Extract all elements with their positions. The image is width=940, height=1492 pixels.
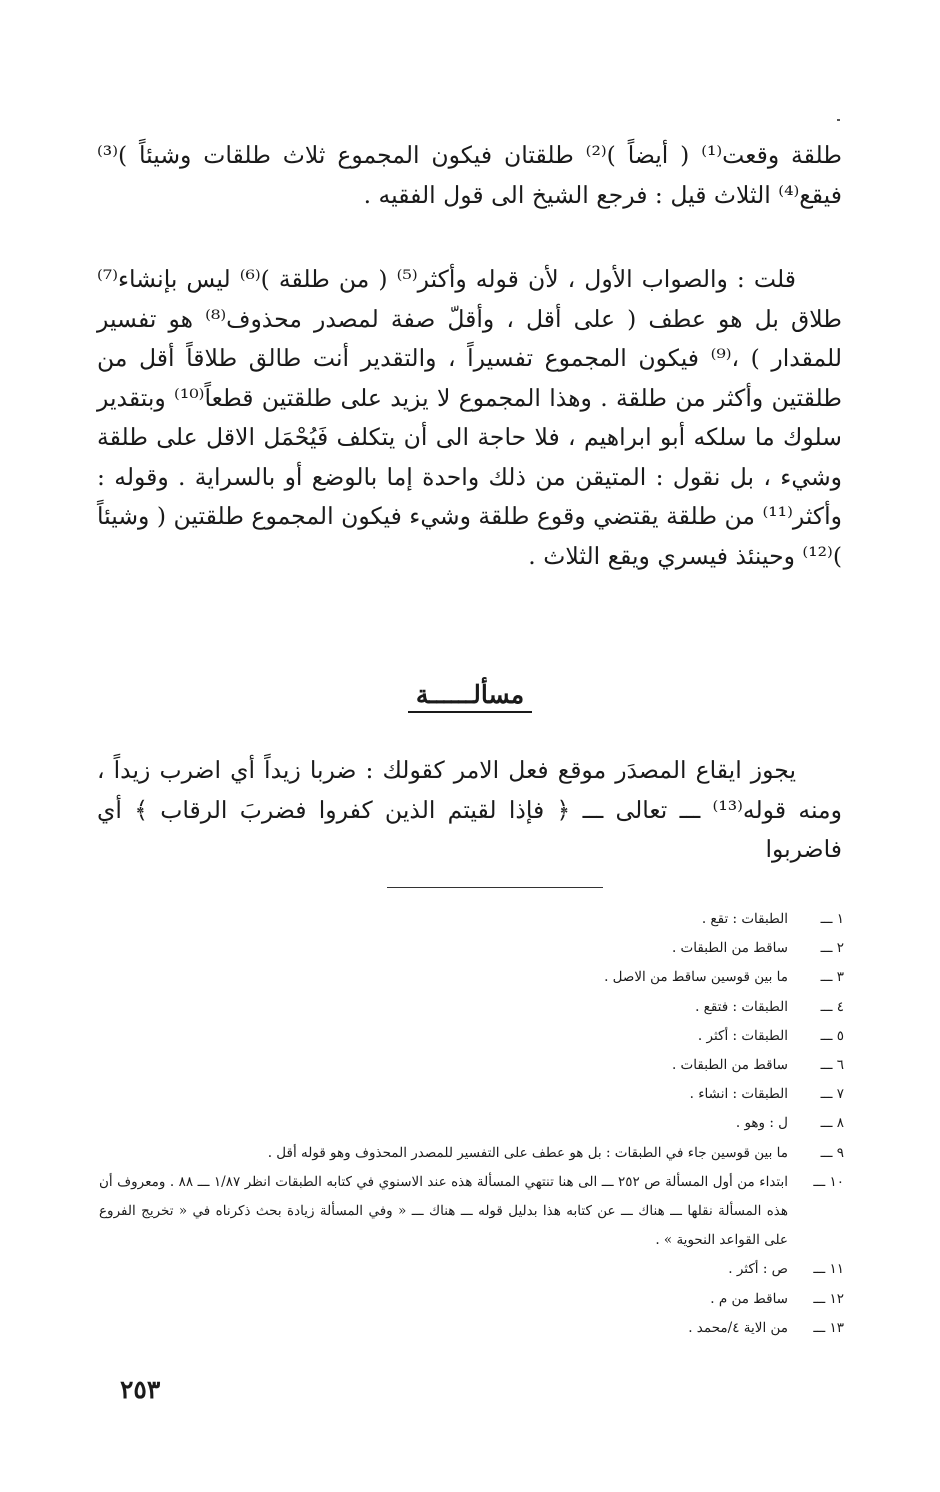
footnote-number: ٥ ـــ [820,1027,844,1044]
footnote-number: ٩ ـــ [820,1144,844,1161]
footnote-12 [99,1285,844,1314]
footnote-text: ساقط من الطبقات . [671,940,788,957]
footnote-2 [99,934,844,963]
footnote-1 [99,905,844,934]
footnote-separator [387,887,603,888]
footnote-number: ٨ ـــ [820,1115,844,1132]
footnote-6 [99,1051,844,1080]
footnote-number: ١١ ـــ [813,1261,844,1278]
paragraph-1: طلقة وقعت⁽¹⁾ ( أيضاً )⁽²⁾ طلقتان فيكون المجموع ثلاث طلقات وشيئاً )⁽³⁾ فيقع⁽⁴⁾ الثلاث قيل : فرجع الشيخ الى قول الفقيه . [97,141,843,209]
footnote-text: الطبقات : انشاء . [689,1086,788,1103]
footnote-text: من الاية ٤/محمد . [688,1319,788,1336]
paragraph-qult [97,260,842,576]
footnote-text: الطبقات : أكثر . [697,1027,788,1044]
footnote-13 [99,1314,844,1343]
footnote-number: ٦ ـــ [820,1057,844,1074]
footnote-number: ٢ ـــ [820,940,844,957]
footnote-number: ٣ ـــ [820,969,844,986]
footnote-11 [99,1255,844,1284]
footnote-number: ١٢ ـــ [813,1290,844,1307]
section-heading-text: مسألــــــة [408,680,532,713]
paragraph-3: يجوز ايقاع المصدَر موقع فعل الامر كقولك : ضربا زيداً أي اضرب زيداً ، ومنه قوله⁽¹³⁾ ـــ تعالى ـــ ﴿ فإذا لقيتم الذين كفروا فضربَ الرقاب ﴾ أي فاضربوا [97,756,842,863]
paragraph-continuation [97,136,842,215]
paragraph-2: قلت : والصواب الأول ، لأن قوله وأكثر⁽⁵⁾ ( من طلقة )⁽⁶⁾ ليس بإنشاء⁽⁷⁾ طلاق بل هو عطف ( على أقل ، وأقلّ صفة لمصدر محذوف⁽⁸⁾ هو تفسير للمقدار ) ،⁽⁹⁾ فيكون المجموع تفسيراً ، والتقدير أنت طالق طلاقاً أقل من طلقتين وأكثر من طلقة . وهذا المجموع لا يزيد على طلقتين قطعاً⁽¹⁰⁾ وبتقدير سلوك ما سلكه أبو ابراهيم ، فلا حاجة الى أن يتكلف فَيُحْمَل الاقل على طلقة وشيء ، بل نقول : المتيقن من ذلك واحدة إما بالوضع أو بالسراية . وقوله : وأكثر⁽¹¹⁾ من طلقة يقتضي وقوع طلقة وشيء فيكون المجموع طلقتين ( وشيئاً )⁽¹²⁾ وحينئذ فيسري ويقع الثلاث . [97,265,842,570]
footnote-text: ل : وهو . [735,1115,788,1132]
page-number: ٢٥٣ [120,1375,161,1404]
footnote-text: ساقط من الطبقات . [671,1057,788,1074]
footnote-text: ص : أكثر . [728,1261,788,1278]
footnote-number: ٤ ـــ [820,998,844,1015]
footnote-text: ما بين قوسين ساقط من الاصل . [604,969,788,986]
footnote-9 [99,1139,844,1168]
footnote-number: ٧ ـــ [820,1086,844,1103]
footnote-text: ابتداء من أول المسألة ص ٢٥٢ ـــ الى هنا تنتهي المسألة هذه عند الاسنوي في كتابه الطبقات انظر ١/٨٧ ـــ ٨٨ . ومعروف أن هذه المسألة نقلها ـــ هناك ـــ عن كتابه هذا بدليل قوله ـــ هناك ـــ « وفي المسألة زيادة بحث ذكرناه في « تخريج الفروع على القواعد النحوية » . [99,1173,789,1249]
footnote-text: ما بين قوسين جاء في الطبقات : بل هو عطف على التفسير للمصدر المحذوف وهو قوله أقل . [267,1144,788,1161]
footnote-4 [99,993,844,1022]
footnote-10 [99,1168,844,1256]
footnote-7 [99,1080,844,1109]
footnote-text: الطبقات : تقع . [701,911,788,927]
footnote-5 [99,1022,844,1051]
footnote-text: ساقط من م . [710,1290,788,1307]
footnote-8 [99,1109,844,1138]
footnote-text: الطبقات : فتقع . [695,998,788,1015]
footnote-number: ١٣ ـــ [813,1319,844,1336]
footnote-number: ١٠ ـــ [813,1173,844,1190]
paragraph-masala [97,751,842,870]
footnotes [99,905,844,1343]
margin-mark [837,119,840,121]
footnote-3 [99,963,844,992]
footnote-number: ١ ـــ [820,911,844,927]
section-heading [0,680,940,713]
